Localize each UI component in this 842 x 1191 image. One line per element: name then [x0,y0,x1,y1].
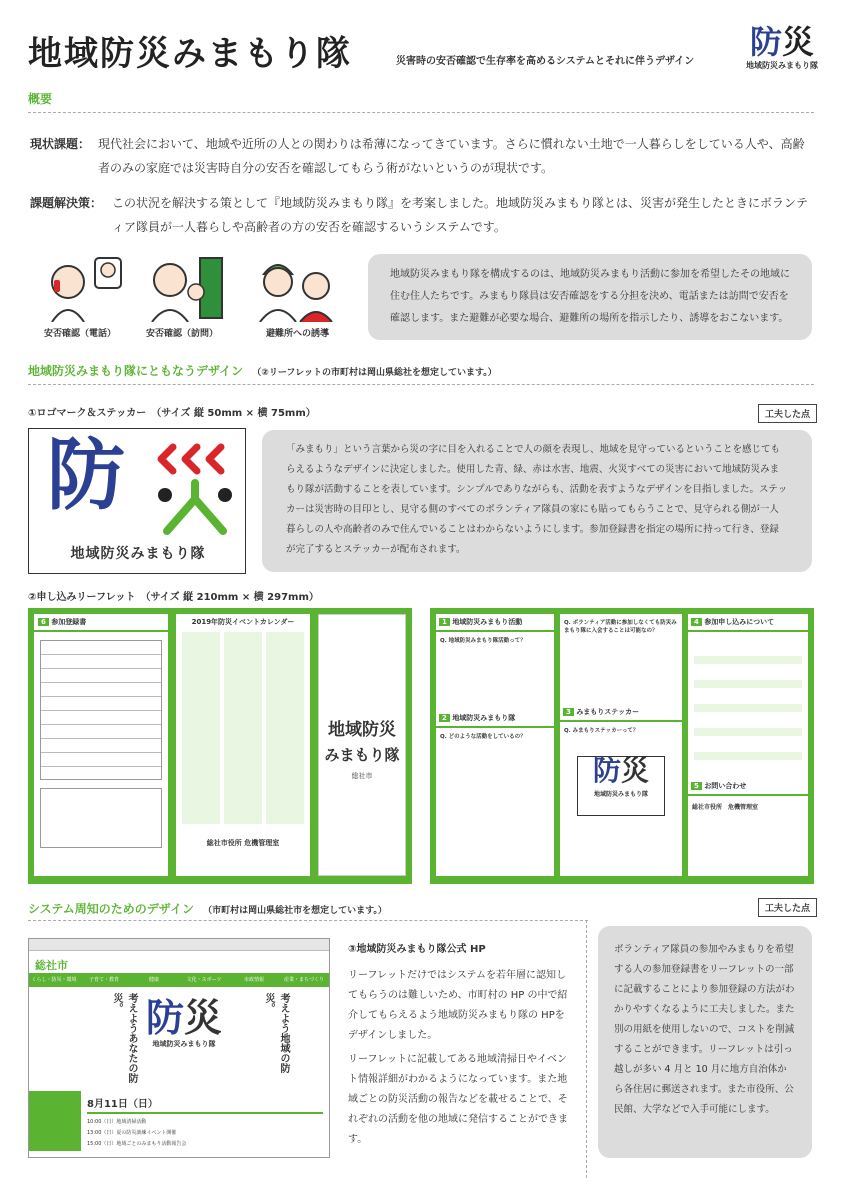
panel1-title: 地域防災みまもり活動 [452,618,523,626]
site-event[interactable]: 10:00（日）地域清掃活動 [87,1119,147,1125]
site-hero [29,987,329,1091]
cover-title-2: みまもり隊 [324,746,400,764]
logo-note-box [262,430,812,572]
panel5-office: 総社市役所 危機管理室 [692,804,759,811]
website-mock [28,938,330,1158]
panel1-q: Q. 地域防災みまもり隊活動って？ [440,638,526,644]
divider [28,384,814,385]
promo-note-box [598,926,812,1158]
leaflet-outside [28,608,412,884]
promo-note: ボランティア隊員の参加やみまもりを希望する人の参加登録書をリーフレットの一部に記載することにより参加登録の方法がわかりやすくなるように工夫しました。また別の用紙を使用しないので、コストを削減することができます。リーフレットは引っ越しが多い 4 月と 10 月に地方自治体から各住居に郵送されます。また市役所、公民館、大学などで入手可能にします。 [614,944,795,1115]
leaflet-heading: ②申し込みリーフレット （サイズ 縦 210mm × 横 297mm） [28,592,319,603]
leaflet-panel-4: 4 参加申し込みについて 5 お問い合わせ 総社市役所 危機管理室 [688,614,808,876]
panel5-title: お問い合わせ [704,782,747,790]
form-notes [40,788,162,848]
divider [28,920,588,921]
site-event[interactable]: 13:00（日）夏の防災訓練イベント開催 [87,1130,177,1136]
header-logo [742,23,822,71]
kufu-badge-2: 工夫した点 [758,898,817,917]
panel4-list [694,640,802,770]
promo-heading-row [28,898,387,917]
logo-heading: ①ロゴマーク＆ステッカー （サイズ 縦 50mm × 横 75mm） [28,408,316,419]
panel3-title: みまもりステッカー [576,708,640,716]
leaflet-form-panel [34,614,168,876]
panel4-q: Q. ボランティア活動に参加しなくても防災みまもり隊に入会することは可能なの？ [564,620,677,634]
site-date: 8月11日（日） [87,1095,323,1114]
overview-heading: 概要 [28,92,53,106]
hero-bou: 防 [145,996,184,1040]
site-content [29,1091,329,1151]
cover-title-1: 地域防災 [328,720,396,740]
page-title: 地域防災みまもり隊 [28,34,352,74]
leaflet-calendar-panel [176,614,310,876]
site-event[interactable]: 15:00（日）地域ごとのみまもり活動報告会 [87,1141,187,1147]
calendar-title: 2019年防災イベントカレンダー [191,618,295,626]
leaflet-sticker-bou: 防 [592,754,621,787]
leaflet-panel-1: 1 地域防災みまもり活動 Q. 地域防災みまもり隊活動って？ 2 地域防災みまもり隊 Q. どのような活動をしているの？ [436,614,554,876]
promo-heading: システム周知のためのデザイン [28,902,194,916]
cover-city: 総社市 [351,772,373,780]
sticker-sai-face [147,439,243,539]
hp-text: リーフレットだけではシステムを若年層に認知してもらうのは難しいため、市町村の HP の中で紹介してもらえるよう地域防災みまもり隊の HPをデザインしました。 [348,970,568,1041]
logo-char-bou: 防 [749,23,782,61]
site-sidebar [29,1091,81,1151]
site-city: 総社市 [35,959,68,972]
header-logo-label: 地域防災みまもり隊 [746,61,818,70]
hp-text-2: リーフレットに記載してある地域清掃日やイベント情報詳細がわかるようになっています。また地域ごとの防災活動の報告などを載せることで、それぞれの活動を他の地域に発信することができます。 [348,1054,568,1145]
panel2-q: Q. どのような活動をしているの？ [440,734,526,740]
site-nav-item[interactable]: 子育て・教育 [88,977,119,983]
kufu-badge: 工夫した点 [758,404,817,423]
site-nav-item[interactable]: くらし・防災・環境 [31,977,77,983]
leaflet-panel-number: 6 [38,618,49,626]
site-nav-item[interactable]: 健康 [148,977,159,983]
design-sub: （②リーフレットの市町村は岡山県総社を想定しています。） [252,368,497,378]
illustration-guide [250,252,340,322]
design-heading-row [28,360,497,379]
site-nav-item[interactable]: 文化・スポーツ [186,977,222,983]
calendar-office: 総社市役所 危機管理室 [206,839,280,847]
hero-caption: 地域防災みまもり隊 [152,1040,216,1048]
vertical-divider [586,920,587,1178]
site-nav-item[interactable]: 市政情報 [243,977,264,983]
leaflet-sticker [577,756,665,816]
illustration-phone [40,252,130,322]
sticker-caption: 地域防災みまもり隊 [70,546,206,562]
leaflet-sticker-sai: 災 [621,754,650,787]
browser-bar [29,939,329,951]
hero-sai: 災 [184,996,223,1040]
leaflet-sticker-caption: 地域防災みまもり隊 [593,791,648,798]
hp-heading: ③地域防災みまもり隊公式 HP [348,944,486,955]
leaflet-cover [318,614,406,876]
logo-char-sai: 災 [782,23,815,61]
site-nav-item[interactable]: 産業・まちづくり [284,977,324,983]
illustration-label-visit: 安否確認（訪問） [146,329,219,339]
hero-slogan-right: 考えよう地域の防災。 [263,993,289,1073]
illustration-label-guide: 避難所への誘導 [266,329,330,339]
issue-label: 現状課題： [30,137,91,151]
design-heading: 地域防災みまもり隊にともなうデザイン [28,364,244,378]
leaflet-inside [430,608,814,884]
panel3-q: Q. みまもりステッカーって？ [564,728,639,734]
overview-note-box [368,254,812,340]
page-subtitle: 災害時の安否確認で生存率を高めるシステムとそれに伴うデザイン [396,56,695,67]
solution-label: 課題解決策： [30,196,103,210]
calendar-grid [182,632,304,824]
promo-sub: （市町村は岡山県総社市を想定しています。） [203,906,387,916]
panel2-title: 地域防災みまもり隊 [452,714,516,722]
form-lines [40,640,162,780]
hero-slogan-left: 考えようあなたの防災。 [111,993,137,1083]
leaflet-panel-3: Q. ボランティア活動に参加しなくても防災みまもり隊に入会することは可能なの？ 3 みまもりステッカー Q. みまもりステッカーって？ 防災 地域防災みまもり隊 [560,614,682,876]
panel4-title: 参加申し込みについて [704,618,775,626]
overview-note: 地域防災みまもり隊を構成するのは、地域防災みまもり活動に参加を希望したその地域に住む住人たちです。みまもり隊員は安否確認をする分担を決め、電話または訪問で安否を確認します。また避難が必要な場合、避難所の場所を指示したり、誘導をおこないます。 [390,269,790,324]
logo-note: 「みまもり」という言葉から災の字に目を入れることで人の顔を表現し、地域を見守っているということを感じてもらえるようなデザインに決定しました。使用した青、緑、赤は水害、地震、火災すべての災害において地域防災みまもり隊が活動することを表しています。シンプルでありながらも、活動を表すようなデザインを目指しました。ステッカーは災害時の目印とし、見守る側のすべてのボランティア隊員の家にも貼ってもらうことで、見守られる側が一人暮らしの人や高齢者のみで住んでいることはわからないようにします。参加登録書を指定の場所に持って行き、登録が完了するとステッカーが配布されます。 [286,444,788,555]
illustration-label-phone: 安否確認（電話） [44,329,117,339]
logo-sticker [28,428,246,574]
site-nav [29,973,329,987]
sticker-char-bou: 防 [47,431,126,521]
site-header [29,951,329,973]
issue-text: 現代社会において、地域や近所の人との関わりは希薄になってきています。さらに慣れない土地で一人暮らしをしている人や、高齢者のみの家庭では災害時自分の安否を確認してもらう術がないというのが現状です。 [98,137,805,175]
divider [28,112,814,113]
solution-text: この状況を解決する策として『地域防災みまもり隊』を考案しました。地域防災みまもり隊とは、災害が発生したときにボランティア隊員が一人暮らしや高齢者の方の安否を確認するいうシステムです。 [112,196,809,234]
leaflet-form-title: 参加登録書 [51,618,87,626]
illustration-visit [140,252,230,322]
